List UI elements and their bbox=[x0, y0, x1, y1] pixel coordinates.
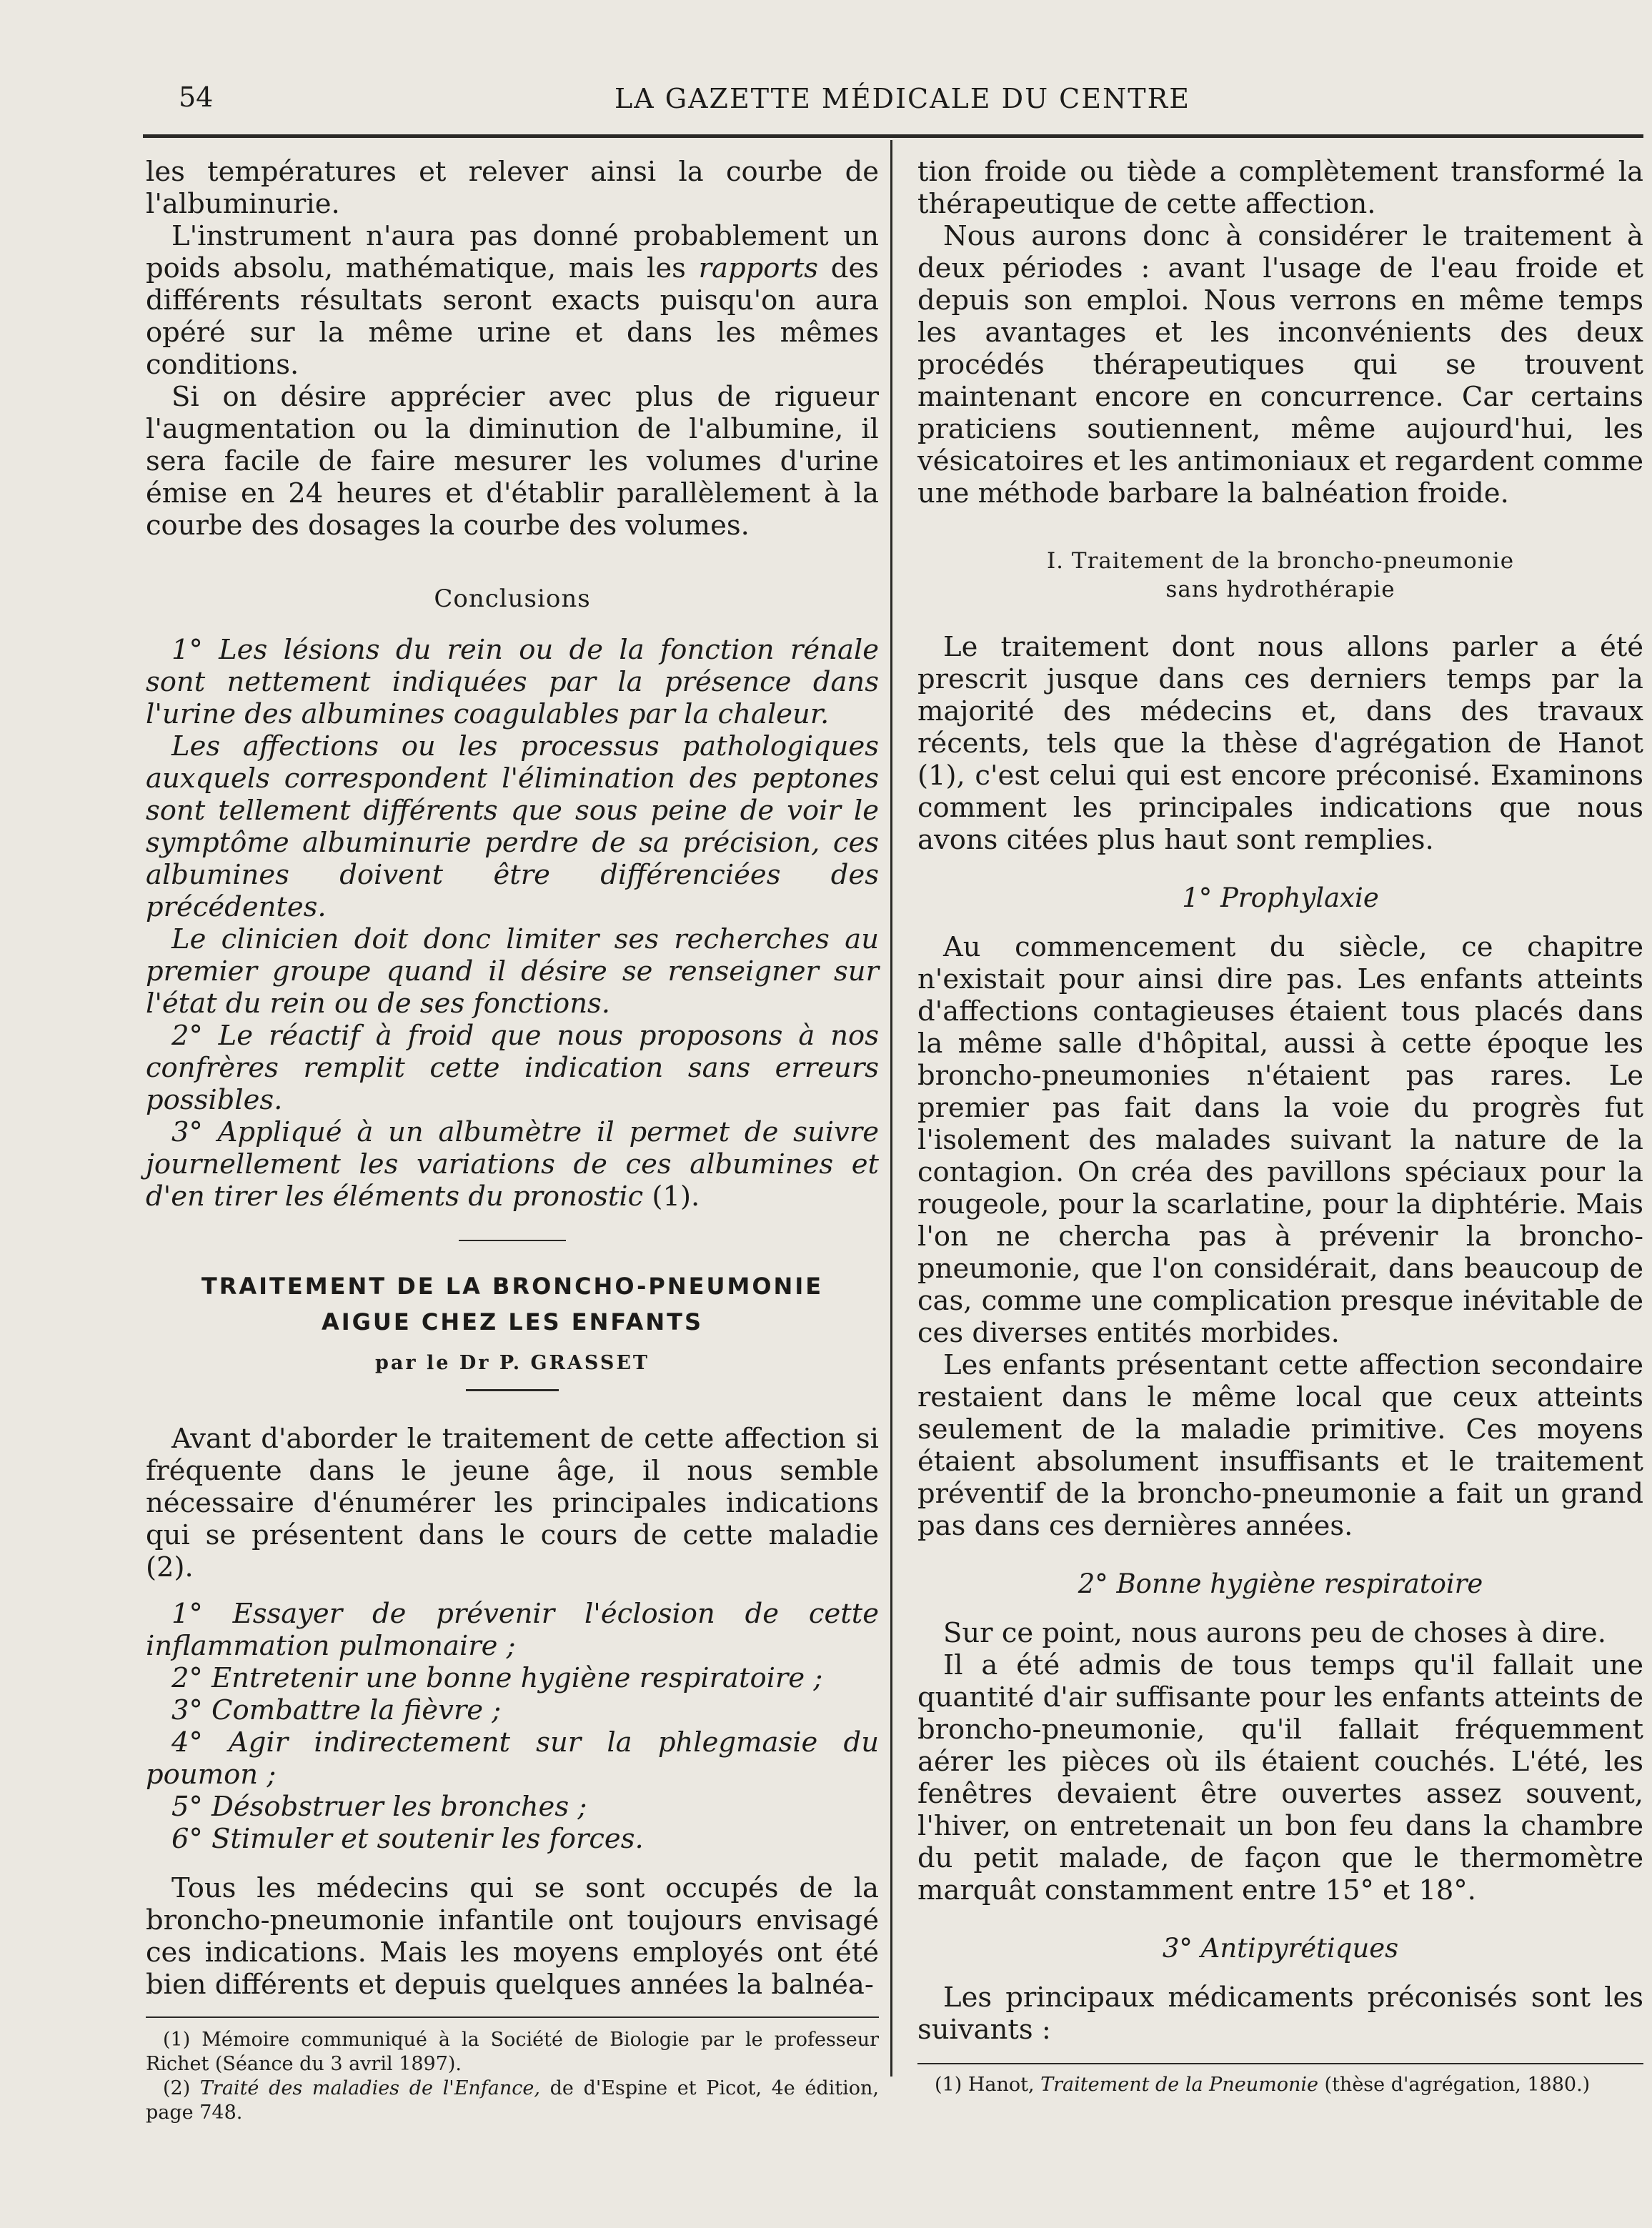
body-paragraph: Sur ce point, nous aurons peu de choses à dire. bbox=[943, 1617, 1606, 1649]
page-number: 54 bbox=[179, 81, 214, 113]
list-item: 4° Agir indirectement sur la phlegmasie du poumon ; bbox=[146, 1726, 879, 1791]
conclusion-item: 2° Le réactif à froid que nous proposons à nos confrères remplit cette indication sans erreurs possibles. bbox=[146, 1020, 879, 1116]
indications-list bbox=[146, 1598, 879, 1855]
section-heading: I. Traitement de la broncho-pneumonie bbox=[1046, 548, 1515, 574]
running-header bbox=[143, 76, 1652, 126]
conclusion-item: 3° Appliqué à un albumètre il permet de suivre journellement les variations de ces albumines et d'en tirer les éléments du pronostic (1). bbox=[146, 1116, 879, 1213]
footnotes bbox=[917, 2073, 1643, 2097]
subsection-heading: 3° Antipyrétiques bbox=[1162, 1933, 1399, 1964]
subsection-heading: 2° Bonne hygiène respiratoire bbox=[1078, 1568, 1483, 1599]
body-paragraph: Les principaux médicaments préconisés sont les suivants : bbox=[917, 1981, 1643, 2046]
emphasis: rapports bbox=[698, 252, 819, 284]
body-paragraph: Nous aurons donc à considérer le traitement à deux périodes : avant l'usage de l'eau froide et depuis son emploi. Nous verrons en même temps les avantages et les inconvénients des deux procédés thérapeutiques qui se trouvent maintenant encore en concurrence. Car certains praticiens soutiennent, même aujourd'hui, les vésicatoires et les antimoniaux et regardent comme une méthode barbare la balnéation froide. bbox=[917, 220, 1643, 509]
footnote: (1) Mémoire communiqué à la Société de Biologie par le professeur Richet (Séance du 3 avril 1897). bbox=[146, 2029, 879, 2075]
article-title-line-1: TRAITEMENT DE LA BRONCHO-PNEUMONIE bbox=[201, 1273, 824, 1300]
journal-title: LA GAZETTE MÉDICALE DU CENTRE bbox=[614, 83, 1190, 114]
list-item: 1° Essayer de prévenir l'éclosion de cette inflammation pulmonaire ; bbox=[146, 1598, 879, 1662]
body-paragraph: Le traitement dont nous allons parler a été prescrit jusque dans ces derniers temps par la majorité des médecins et, dans des travaux récents, tels que la thèse d'agrégation de Hanot (1), c'est celui qui est encore préconisé. Examinons comment les principales indications que nous avons citées plus haut sont remplies. bbox=[917, 631, 1643, 856]
body-paragraph: Si on désire apprécier avec plus de rigueur l'augmentation ou la diminution de l'albumine, il sera facile de faire mesurer les volumes d'urine émise en 24 heures et d'établir parallèlement à la courbe des dosages la courbe des volumes. bbox=[146, 381, 879, 542]
conclusion-item: 1° Les lésions du rein ou de la fonction rénale sont nettement indiquées par la présence dans l'urine des albumines coagulables par la chaleur. bbox=[146, 634, 879, 730]
right-column bbox=[917, 156, 1643, 2097]
body-paragraph: Il a été admis de tous temps qu'il fallait une quantité d'air suffisante pour les enfants atteints de broncho-pneumonie, qu'il fallait fréquemment aérer les pièces où ils étaient couchés. L'été, les fenêtres devaient être ouvertes assez souvent, l'hiver, on entretenait un bon feu dans la chambre du petit malade, de façon que le thermomètre marquât constamment entre 15° et 18°. bbox=[917, 1649, 1643, 1906]
footnote: (1) Hanot, Traitement de la Pneumonie (thèse d'agrégation, 1880.) bbox=[935, 2074, 1591, 2096]
body-paragraph: Avant d'aborder le traitement de cette affection si fréquente dans le jeune âge, il nous semble nécessaire d'énumérer les principales indications qui se présentent dans le cours de cette maladie (2). bbox=[146, 1423, 879, 1583]
body-paragraph: tion froide ou tiède a complètement transformé la thérapeutique de cette affection. bbox=[917, 156, 1643, 220]
list-item: 6° Stimuler et soutenir les forces. bbox=[171, 1823, 644, 1855]
body-paragraph: les températures et relever ainsi la courbe de l'albuminurie. bbox=[146, 156, 879, 220]
footnotes bbox=[146, 2028, 879, 2125]
left-column bbox=[146, 156, 879, 2125]
body-paragraph: Tous les médecins qui se sont occupés de la broncho-pneumonie infantile ont toujours envisagé ces indications. Mais les moyens employés ont été bien différents et depuis quelques années la balnéa- bbox=[146, 1872, 879, 2001]
article-title-line-2: AIGUE CHEZ LES ENFANTS bbox=[321, 1308, 704, 1336]
subsection-heading: 1° Prophylaxie bbox=[1182, 882, 1379, 913]
article-byline: par le Dr P. GRASSET bbox=[374, 1352, 650, 1374]
conclusion-item: Les affections ou les processus pathologiques auxquels correspondent l'élimination des peptones sont tellement différents que sous peine de voir le symptôme albuminurie perdre de sa précision, ces albumines doivent être différenciées des précédentes. bbox=[146, 730, 879, 923]
header-rule bbox=[143, 134, 1643, 138]
footnote: (2) Traité des maladies de l'Enfance, de d'Espine et Picot, 4e édition, page 748. bbox=[146, 2077, 880, 2124]
footnote-ref: (1). bbox=[643, 1180, 700, 1213]
section-heading: sans hydrothérapie bbox=[1165, 577, 1395, 602]
conclusions-heading: Conclusions bbox=[434, 585, 591, 613]
list-item: 2° Entretenir une bonne hygiène respiratoire ; bbox=[171, 1662, 823, 1694]
body-paragraph: L'instrument n'aura pas donné probablement un poids absolu, mathématique, mais les rapports des différents résultats seront exacts puisqu'on aura opéré sur la même urine et dans les mêmes conditions. bbox=[146, 220, 879, 381]
conclusion-item: Le clinicien doit donc limiter ses recherches au premier groupe quand il désire se renseigner sur l'état du rein ou de ses fonctions. bbox=[146, 923, 879, 1020]
body-paragraph: Au commencement du siècle, ce chapitre n'existait pour ainsi dire pas. Les enfants atteints d'affections contagieuses étaient tous placés dans la même salle d'hôpital, aussi à cette époque les broncho-pneumonies n'étaient pas rares. Le premier pas fait dans la voie du progrès fut l'isolement des malades suivant la nature de la contagion. On créa des pavillons spéciaux pour la rougeole, pour la scarlatine, pour la diphtérie. Mais l'on ne chercha pas à prévenir la broncho-pneumonie, que l'on considérait, dans beaucoup de cas, comme une complication presque inévitable de ces diverses entités morbides. bbox=[917, 931, 1643, 1349]
body-paragraph: Les enfants présentant cette affection secondaire restaient dans le même local que ceux atteints seulement de la maladie primitive. Ces moyens étaient absolument insuffisants et le traitement préventif de la broncho-pneumonie a fait un grand pas dans ces dernières années. bbox=[917, 1349, 1643, 1542]
list-item: 5° Désobstruer les bronches ; bbox=[171, 1791, 587, 1823]
list-item: 3° Combattre la fièvre ; bbox=[171, 1694, 502, 1726]
column-divider bbox=[890, 140, 892, 2077]
